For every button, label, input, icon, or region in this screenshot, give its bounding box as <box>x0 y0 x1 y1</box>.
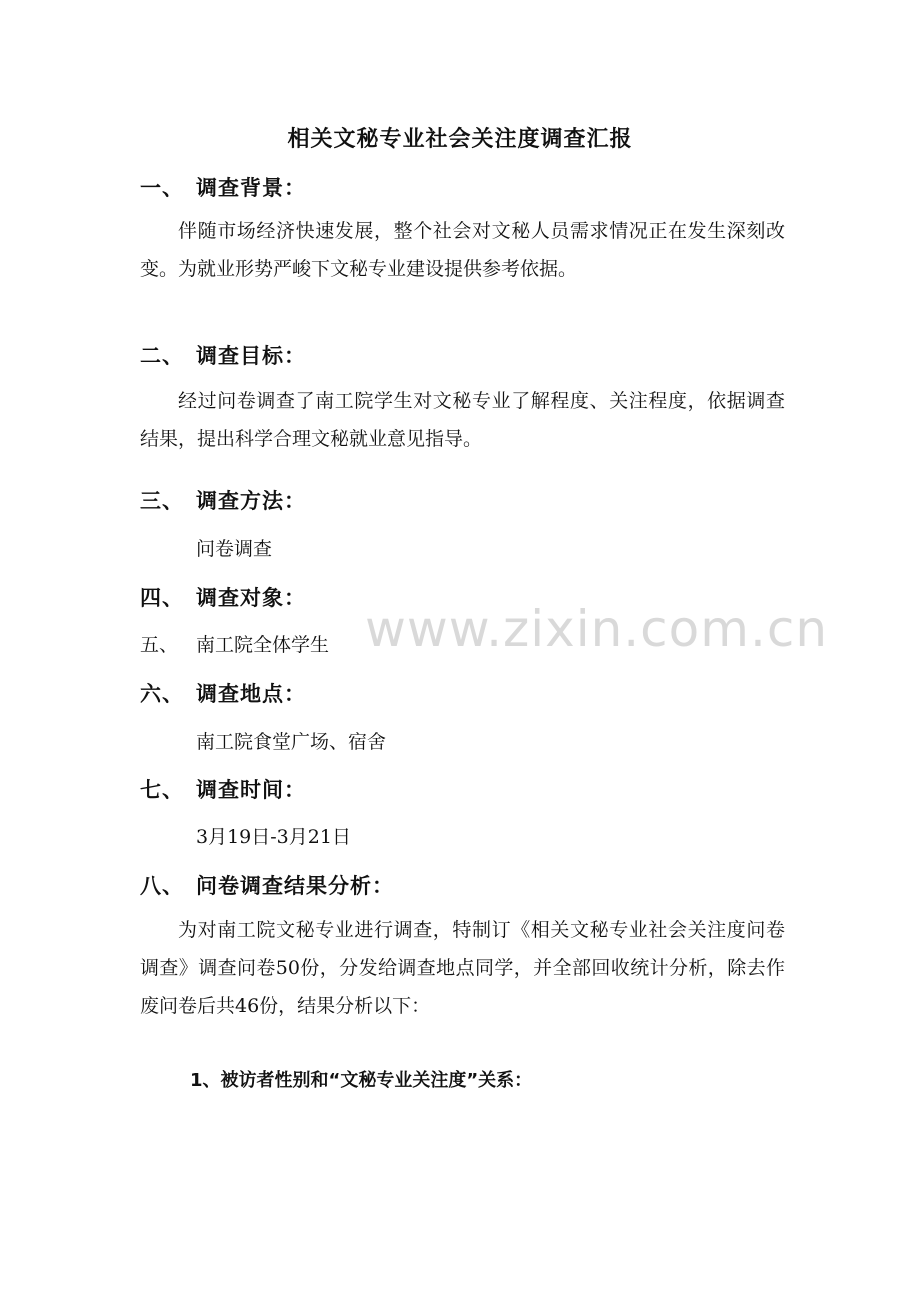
section-label: 调查方法： <box>196 489 306 513</box>
section-heading-background <box>140 172 306 202</box>
section-number: 七、 <box>140 778 184 802</box>
section-heading-method <box>140 485 306 515</box>
section-number: 二、 <box>140 344 184 368</box>
section-label: 调查时间： <box>196 778 306 802</box>
section-label: 调查地点： <box>196 682 306 706</box>
section-heading-time <box>140 774 306 804</box>
section-number: 一、 <box>140 176 184 200</box>
section-number: 五、 <box>140 634 179 656</box>
method-text: 问卷调查 <box>196 538 273 560</box>
location-text: 南工院食堂广场、宿舍 <box>196 731 387 753</box>
time-text: 3月19日-3月21日 <box>196 826 351 848</box>
watermark-text: www.zixin.com.cn <box>365 600 829 658</box>
goal-text: 经过问卷调查了南工院学生对文秘专业了解程度、关注程度，依据调查结果，提出科学合理文秘就业意见指导。 <box>140 390 785 450</box>
section-label: 调查对象： <box>196 586 306 610</box>
section-label: 南工院全体学生 <box>196 634 330 656</box>
section-label: 调查背景： <box>196 176 306 200</box>
document-title: 相关文秘专业社会关注度调查汇报 <box>287 127 633 152</box>
section-label: 问卷调查结果分析： <box>196 874 394 898</box>
section-heading-subject <box>140 582 306 612</box>
background-paragraph <box>140 212 785 288</box>
section-heading-location <box>140 678 306 708</box>
result-subheading: 1、被访者性别和“文秘专业关注度”关系： <box>190 1070 533 1091</box>
analysis-text: 为对南工院文秘专业进行调查，特制订《相关文秘专业社会关注度问卷调查》调查问卷50份，分发给调查地点同学，并全部回收统计分析，除去作废问卷后共46份，结果分析以下： <box>140 919 785 1017</box>
section-heading-goal <box>140 340 306 370</box>
goal-paragraph <box>140 382 785 458</box>
section-label: 调查目标： <box>196 344 306 368</box>
section-number: 三、 <box>140 489 184 513</box>
section-number: 八、 <box>140 874 184 898</box>
background-text: 伴随市场经济快速发展，整个社会对文秘人员需求情况正在发生深刻改变。为就业形势严峻下文秘专业建设提供参考依据。 <box>140 220 785 280</box>
analysis-paragraph <box>140 911 785 1025</box>
section-number: 四、 <box>140 586 184 610</box>
section-number: 六、 <box>140 682 184 706</box>
section-heading-students <box>140 630 329 657</box>
section-heading-analysis <box>140 870 394 900</box>
